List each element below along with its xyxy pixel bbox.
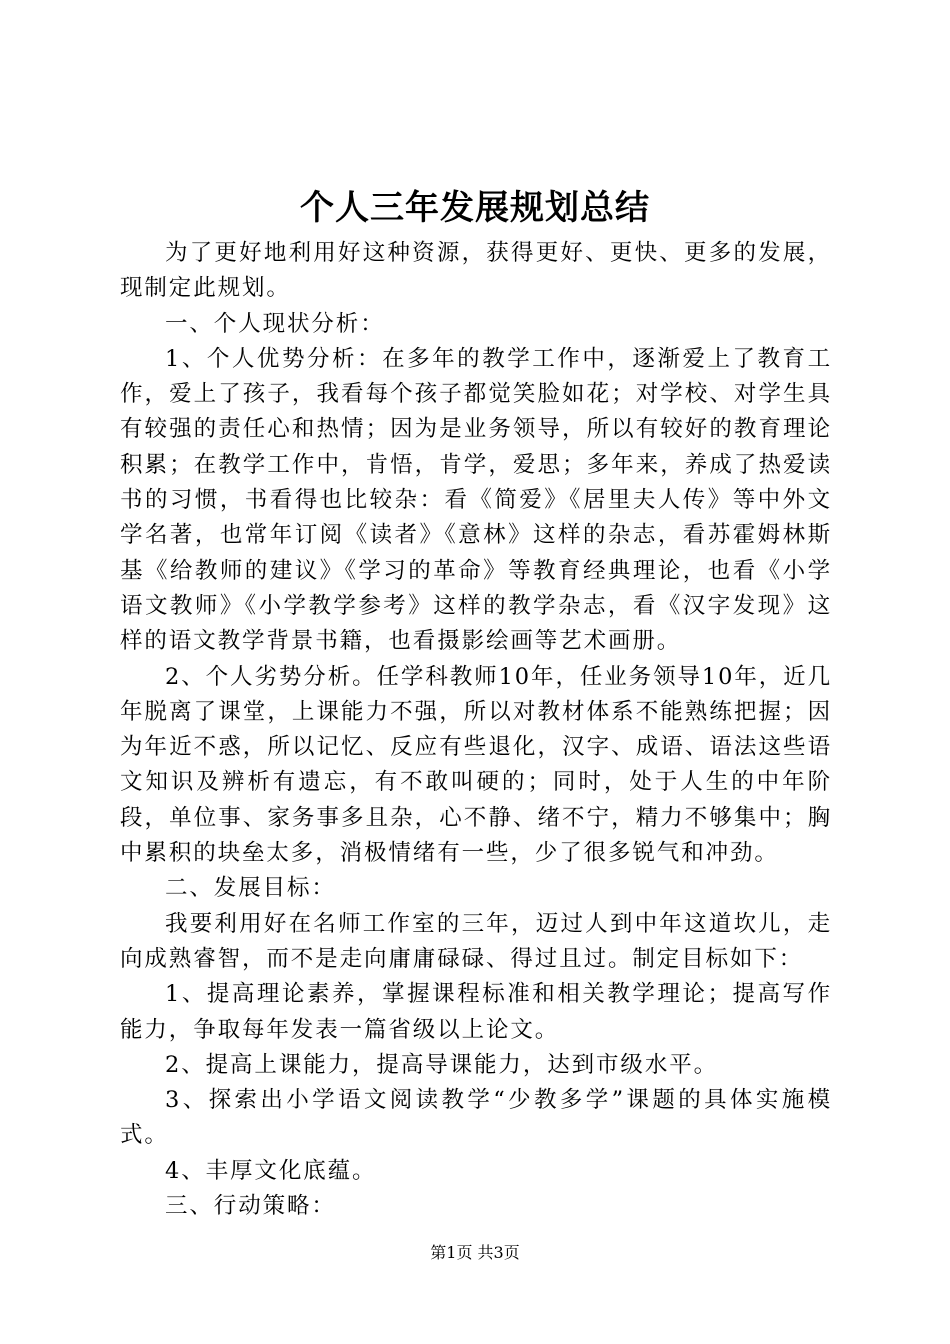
paragraph-strengths: 1、个人优势分析：在多年的教学工作中，逐渐爱上了教育工作，爱上了孩子，我看每个孩子都觉笑脸如花；对学校、对学生具有较强的责任心和热情；因为是业务领导，所以有较好的教育理论积累；在教学工作中，肯悟，肯学，爱思；多年来，养成了热爱读书的习惯，书看得也比较杂：看《简爱》《居里夫人传》等中外文学名著，也常年订阅《读者》《意林》这样的杂志，看苏霍姆林斯基《给教师的建议》《学习的革命》等教育经典理论，也看《小学语文教师》《小学教学参考》这样的教学杂志，看《汉字发现》这样的语文教学背景书籍，也看摄影绘画等艺术画册。 — [120, 345, 832, 655]
goal-item-2: 2、提高上课能力，提高导课能力，达到市级水平。 — [165, 1051, 719, 1078]
section-heading-goals: 二、发展目标： — [165, 875, 336, 902]
goal-item-4: 4、丰厚文化底蕴。 — [165, 1157, 377, 1184]
document-title: 个人三年发展规划总结 — [300, 188, 650, 228]
document-body — [120, 236, 832, 1224]
paragraph-weaknesses: 2、个人劣势分析。任学科教师10年，任业务领导10年，近几年脱离了课堂，上课能力不强，所以对教材体系不能熟练把握；因为年近不惑，所以记忆、反应有些退化，汉字、成语、语法这些语文知识及辨析有遗忘，有不敢叫硬的；同时，处于人生的中年阶段，单位事、家务事多且杂，心不静、绪不宁，精力不够集中；胸中累积的块垒太多，消极情绪有一些，少了很多锐气和冲劲。 — [120, 663, 832, 867]
goal-item-3: 3、探索出小学语文阅读教学“少教多学”课题的具体实施模式。 — [120, 1087, 832, 1149]
section-heading-strategy: 三、行动策略： — [165, 1193, 336, 1220]
section-heading-status: 一、个人现状分析： — [165, 310, 385, 337]
paragraph-intro: 为了更好地利用好这种资源，获得更好、更快、更多的发展，现制定此规划。 — [120, 240, 832, 302]
page-number-footer: 第1页 共3页 — [430, 1243, 520, 1262]
goal-item-1: 1、提高理论素养，掌握课程标准和相关教学理论；提高写作能力，争取每年发表一篇省级以上论文。 — [120, 981, 832, 1043]
paragraph-goals-intro: 我要利用好在名师工作室的三年，迈过人到中年这道坎儿，走向成熟睿智，而不是走向庸庸碌碌、得过且过。制定目标如下： — [120, 910, 832, 972]
